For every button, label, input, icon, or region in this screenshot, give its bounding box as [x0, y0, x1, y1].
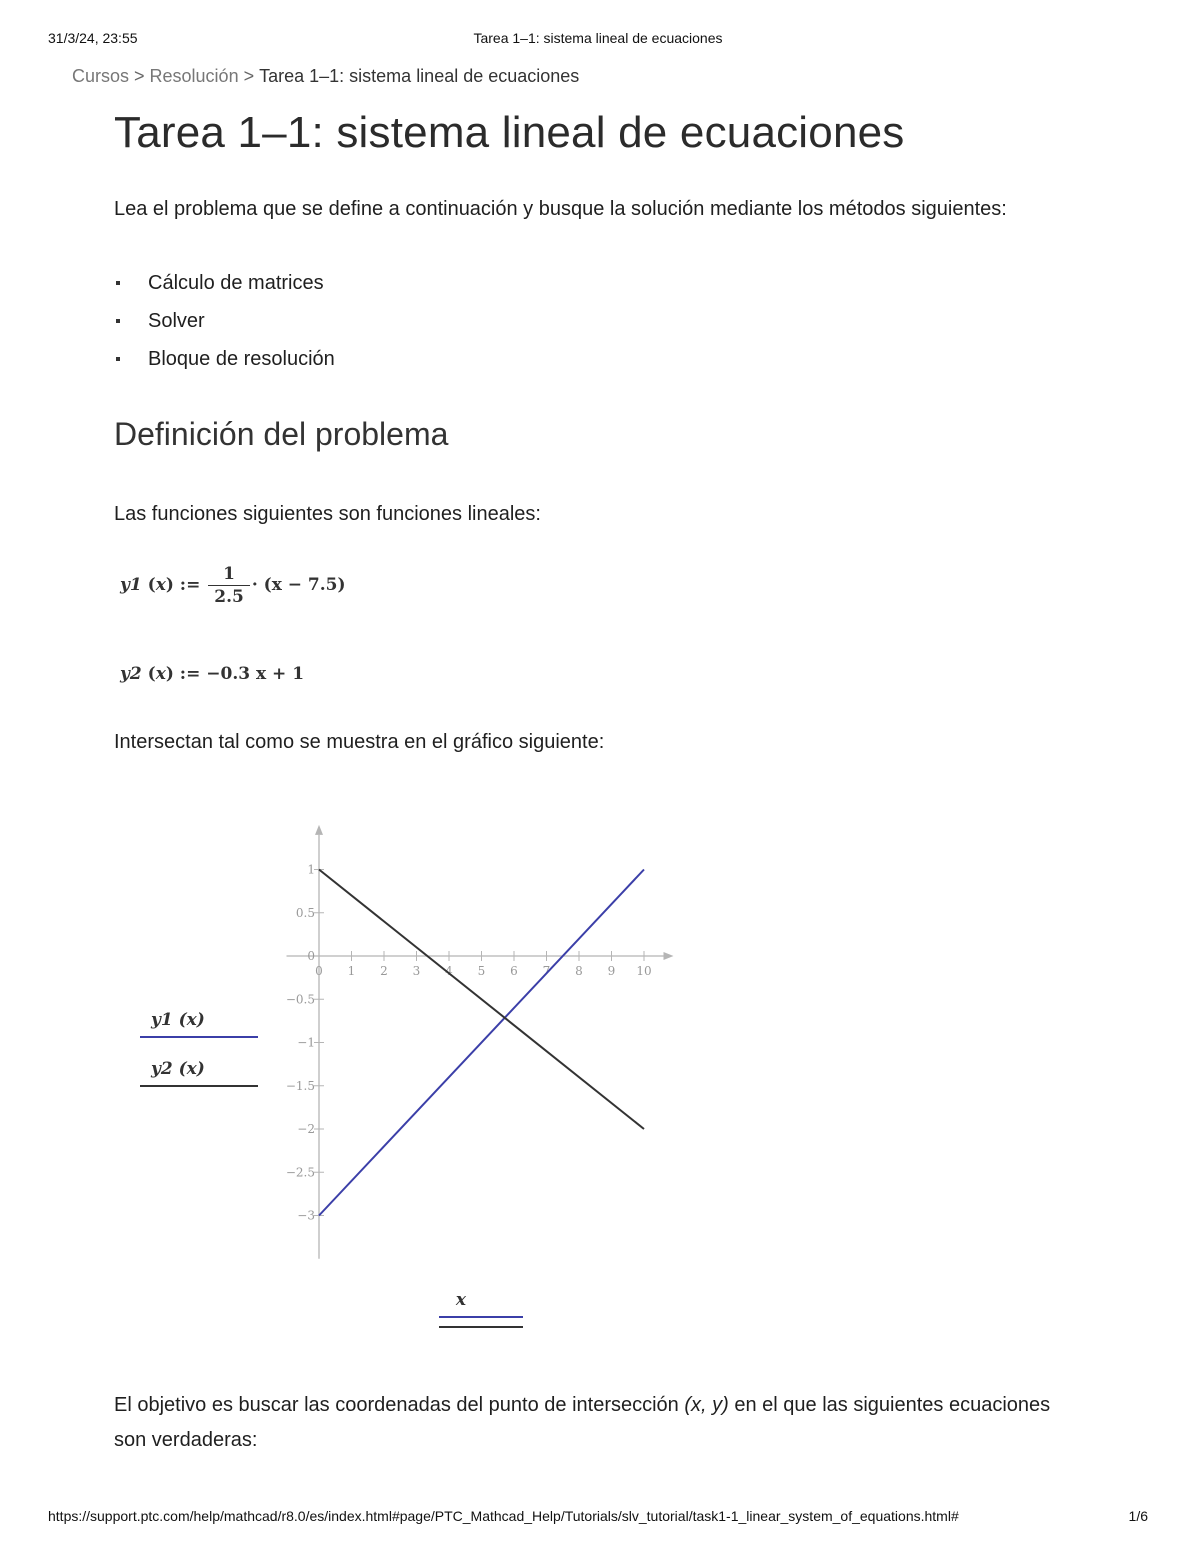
legend-label: y1 (x): [151, 1010, 205, 1030]
x-tick-label: 9: [607, 964, 616, 978]
print-date: 31/3/24, 23:55: [48, 30, 138, 46]
y-tick-label: −3: [297, 1208, 315, 1223]
y-tick-label: −1: [297, 1035, 315, 1050]
x-tick-label: 3: [412, 964, 421, 978]
x-tick-label: 2: [380, 964, 388, 978]
x-tick-label: 4: [445, 964, 453, 978]
y-tick-label: −1.5: [285, 1078, 315, 1093]
y-tick-label: −0.5: [285, 992, 315, 1007]
x-tick-label: 7: [542, 964, 551, 978]
x-axis-arrow: [664, 952, 674, 960]
breadcrumb-current: Tarea 1–1: sistema lineal de ecuaciones: [259, 66, 580, 86]
point-notation: (x, y): [684, 1394, 729, 1416]
y-tick-label: −2: [297, 1122, 315, 1136]
y-tick-label: 0: [307, 949, 315, 963]
breadcrumb-link-cursos[interactable]: Cursos: [72, 66, 130, 86]
breadcrumb-separator: >: [134, 66, 145, 86]
list-item: Bloque de resolución: [114, 342, 335, 380]
fraction: $\frac{1}{2.5}$: [208, 563, 250, 608]
breadcrumb-separator: >: [243, 66, 255, 86]
print-title: Tarea 1–1: sistema lineal de ecuaciones: [473, 30, 723, 46]
x-tick-label: 5: [477, 964, 486, 978]
page-url: https://support.ptc.com/help/mathcad/r8.0/es/index.html#page/PTC_Mathcad_Help/Tutorials/slv_tutorial/task1-1_linear_system_of_equations.html#: [48, 1508, 959, 1524]
x-tick-label: 8: [575, 964, 583, 978]
equation-y1: y1 (x) := $\frac{1}{2.5}$ · (x − 7.5): [120, 564, 346, 607]
functions-text: Las funciones siguientes son funciones lineales:: [114, 503, 541, 525]
series-line-y2: [319, 870, 644, 1130]
page-number: 1/6: [1128, 1508, 1148, 1524]
x-tick-label: 10: [636, 964, 652, 978]
equation-y2: y2 (x) := −0.3 x + 1: [120, 664, 305, 684]
list-item: Cálculo de matrices: [114, 266, 335, 304]
objective-text: El objetivo es buscar las coordenadas del punto de intersección (x, y) en el que las siguientes ecuaciones son verdaderas:: [114, 1394, 1051, 1451]
intro-text: Lea el problema que se define a continuación y busque la solución mediante los métodos siguientes:: [114, 198, 1007, 220]
legend-label: y2 (x): [151, 1059, 205, 1079]
x-axis-label: x: [455, 1290, 467, 1310]
x-tick-label: 6: [510, 964, 518, 978]
breadcrumb-link-resolucion[interactable]: Resolución: [149, 66, 239, 86]
section-heading: Definición del problema: [114, 416, 449, 452]
intersect-text: Intersectan tal como se muestra en el gráfico siguiente:: [114, 731, 605, 753]
y-axis-arrow: [315, 825, 323, 835]
y-tick-label: 0.5: [295, 905, 315, 920]
x-tick-label: 0: [315, 964, 323, 978]
x-tick-label: 1: [347, 964, 356, 978]
page-title: Tarea 1–1: sistema lineal de ecuaciones: [114, 108, 905, 157]
y-tick-label: 1: [307, 862, 315, 877]
series-line-y1: [319, 870, 644, 1216]
list-item: Solver: [114, 304, 335, 342]
y-tick-label: −2.5: [285, 1165, 315, 1180]
